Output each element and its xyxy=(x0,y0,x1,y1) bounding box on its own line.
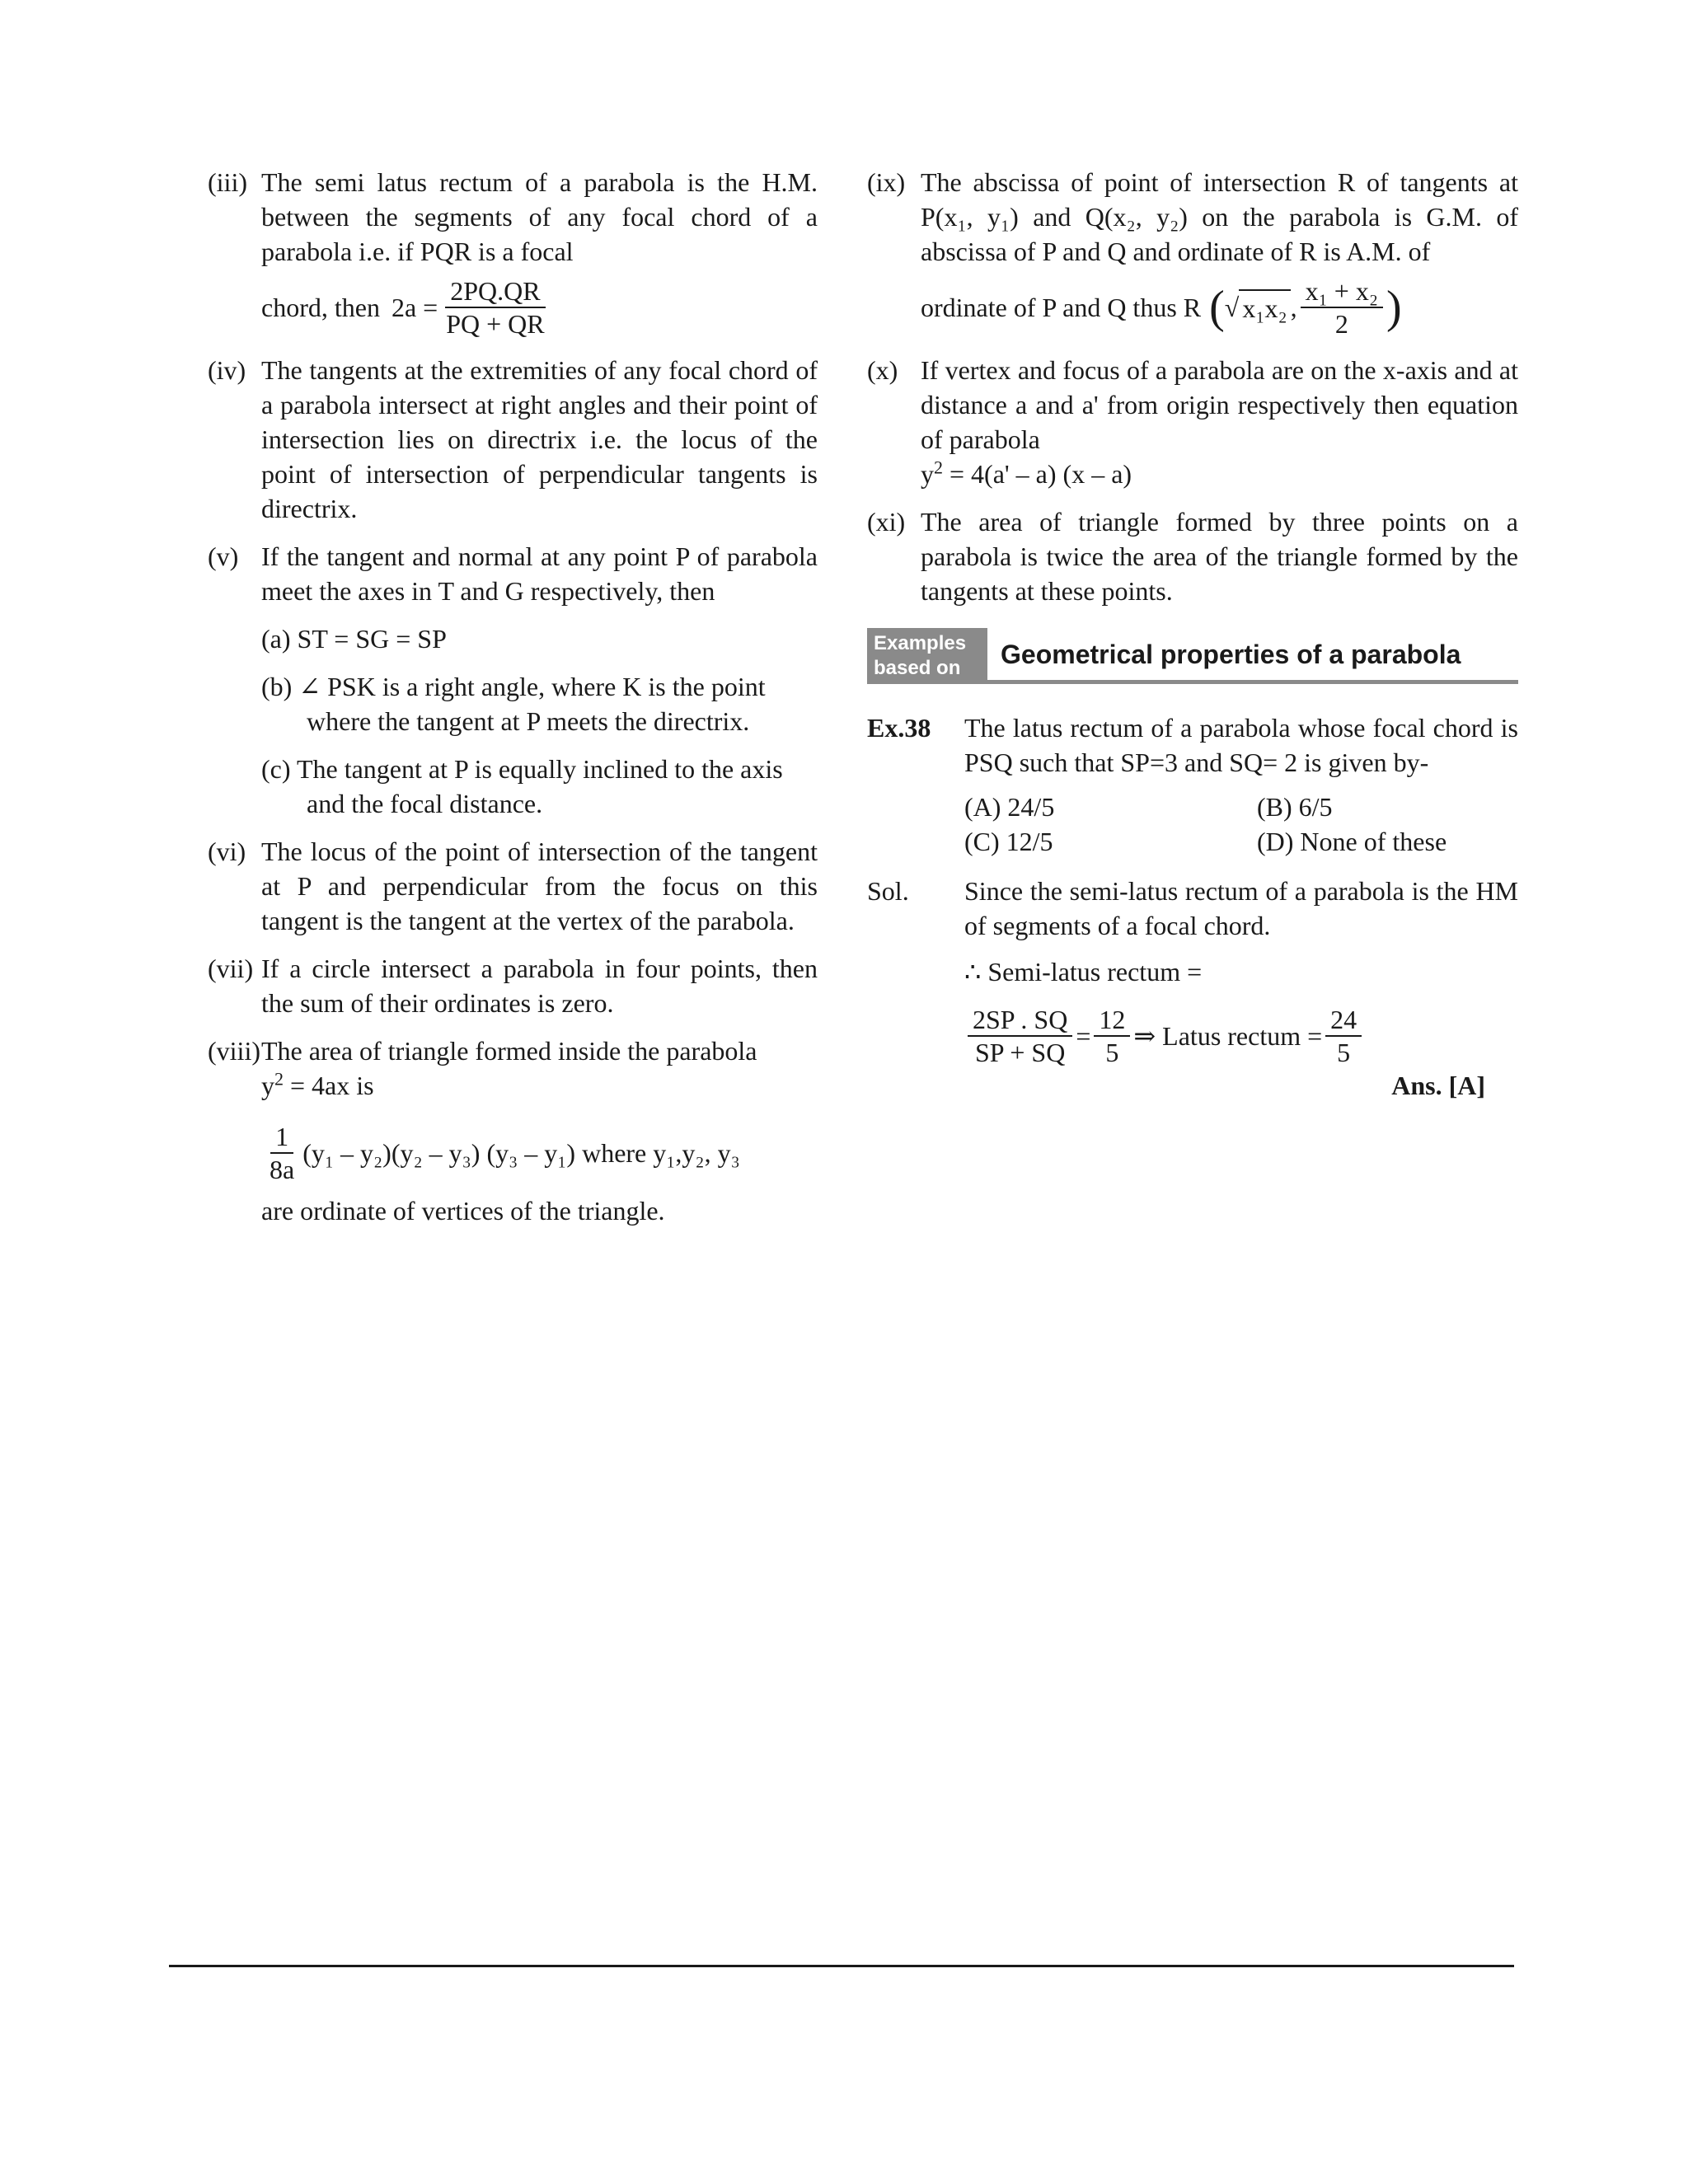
item-number: (vi) xyxy=(208,837,246,866)
item-number: (iii) xyxy=(208,167,247,197)
property-v-b xyxy=(208,669,818,738)
area-expression: (y₁ – y₂)(y₂ – y₃) (y₃ – y₁) where y₁,y₂, y₃ xyxy=(302,1138,740,1168)
item-number: (xi) xyxy=(867,507,906,537)
right-column xyxy=(867,165,1518,1118)
item-text: The tangents at the extremities of any focal chord of a parabola intersect at right angles and their point of intersection lies on directrix i.e. the locus of the point of intersection of perpendicular tangents is directrix. xyxy=(261,355,818,523)
property-vii xyxy=(208,951,818,1020)
fraction-numerator: 24 xyxy=(1325,1004,1362,1037)
item-text: The semi latus rectum of a parabola is the H.M. between the segments of any focal chord of a parabola i.e. if PQR is a focal xyxy=(261,167,818,266)
formula-line xyxy=(261,275,818,340)
comma: , xyxy=(1290,293,1297,322)
fraction-numerator: 1 xyxy=(270,1121,293,1154)
option-b: (B) 6/5 xyxy=(1257,792,1333,822)
fraction-denominator: 8a xyxy=(270,1155,295,1184)
fraction xyxy=(265,1121,299,1185)
example-38 xyxy=(867,710,1518,859)
answer: Ans. [A] xyxy=(1391,1071,1485,1100)
fraction-numerator: 12 xyxy=(1094,1004,1130,1037)
implies-text: ⇒ Latus rectum = xyxy=(1133,1021,1323,1051)
radical-sign-icon: √ xyxy=(1224,293,1240,322)
banner-title-wrap xyxy=(987,628,1518,684)
item-text: If the tangent and normal at any point P of parabola meet the axes in T and G respectively, then xyxy=(261,541,818,606)
example-label: Ex.38 xyxy=(867,713,931,743)
equation-exponent: 2 xyxy=(934,457,943,478)
fraction-denominator: SP + SQ xyxy=(974,1038,1066,1067)
equals-sign: = xyxy=(1076,1021,1091,1051)
option-a: (A) 24/5 xyxy=(964,792,1055,822)
equation-exponent: 2 xyxy=(274,1068,284,1090)
sub-item-text: (b) ∠ PSK is a right angle, where K is the point where the tangent at P meets the directrix. xyxy=(261,672,766,736)
property-x xyxy=(867,353,1518,491)
answer-options xyxy=(964,790,1518,859)
solution xyxy=(867,874,1518,1103)
item-number: (ix) xyxy=(867,167,906,197)
solution-equation xyxy=(964,1004,1518,1068)
radicand: x₁x₂ xyxy=(1239,289,1290,326)
fraction xyxy=(1301,275,1383,340)
property-ix xyxy=(867,165,1518,340)
left-paren: ( xyxy=(1209,282,1225,333)
equation-var: y xyxy=(261,1071,274,1100)
item-text: The locus of the point of intersection of the tangent at P and perpendicular from the focus on this tangent is the tangent at the vertex of the parabola. xyxy=(261,837,818,935)
item-text-tail: are ordinate of vertices of the triangle. xyxy=(261,1196,665,1226)
item-number: (iv) xyxy=(208,355,246,385)
item-text: If a circle intersect a parabola in four points, then the sum of their ordinates is zero. xyxy=(261,954,818,1018)
fraction-latus xyxy=(1325,1004,1362,1068)
fraction-denominator: 2 xyxy=(1334,309,1348,339)
item-text: The abscissa of point of intersection R of tangents at P(x₁, y₁) and Q(x₂, y₂) on the parabola is G.M. of abscissa of P and Q and ordinate of R is A.M. of xyxy=(921,167,1518,266)
fraction-numerator: 2SP . SQ xyxy=(968,1004,1072,1037)
formula-prefix: chord, then xyxy=(261,293,380,322)
sub-item-text: (a) ST = SG = SP xyxy=(261,624,447,654)
property-iii xyxy=(208,165,818,340)
property-iv xyxy=(208,353,818,526)
item-number: (vii) xyxy=(208,954,254,983)
point-r-formula xyxy=(921,275,1518,340)
property-v-c xyxy=(208,752,818,821)
square-root xyxy=(1225,289,1291,326)
formula-lhs: 2a = xyxy=(391,293,438,322)
banner-title: Geometrical properties of a parabola xyxy=(1001,639,1461,669)
area-formula xyxy=(261,1121,818,1185)
equation-rest: = 4(a' – a) (x – a) xyxy=(943,459,1132,489)
item-text: If vertex and focus of a parabola are on the x-axis and at distance a and a' from origin respectively then equation of parabola xyxy=(921,355,1518,454)
solution-therefore: ∴ Semi-latus rectum = xyxy=(964,957,1203,987)
footer-rule xyxy=(169,1965,1514,1967)
property-v-a xyxy=(208,621,818,656)
fraction-hm xyxy=(968,1004,1072,1068)
equation-var: y xyxy=(921,459,934,489)
fraction-denominator: PQ + QR xyxy=(446,309,545,339)
right-paren: ) xyxy=(1386,282,1402,333)
fraction-numerator: 2PQ.QR xyxy=(445,275,545,308)
banner-tag: Examples based on xyxy=(867,628,987,684)
fraction-denominator: 5 xyxy=(1105,1038,1119,1067)
solution-text: Since the semi-latus rectum of a parabola is the HM of segments of a focal chord. xyxy=(964,876,1518,940)
option-c: (C) 12/5 xyxy=(964,827,1053,856)
parabola-equation xyxy=(921,457,1518,491)
item-number: (viii) xyxy=(208,1036,260,1066)
fraction-numerator: x₁ + x₂ xyxy=(1301,275,1383,308)
fraction-denominator: 5 xyxy=(1337,1038,1351,1067)
formula-prefix: ordinate of P and Q thus R xyxy=(921,293,1202,322)
equation-rest: = 4ax is xyxy=(284,1071,374,1100)
example-question: The latus rectum of a parabola whose focal chord is PSQ such that SP=3 and SQ= 2 is given by- xyxy=(964,713,1518,777)
property-vi xyxy=(208,834,818,938)
item-text: The area of triangle formed by three points on a parabola is twice the area of the triangle formed by the tangents at these points. xyxy=(921,507,1518,606)
item-number: (v) xyxy=(208,541,239,571)
item-number: (x) xyxy=(867,355,898,385)
fraction-semi-latus xyxy=(1094,1004,1130,1068)
section-banner xyxy=(867,628,1518,684)
left-column xyxy=(208,165,818,1241)
property-v xyxy=(208,539,818,608)
item-text: The area of triangle formed inside the parabola xyxy=(261,1036,757,1066)
option-d: (D) None of these xyxy=(1257,827,1447,856)
sub-item-text: (c) The tangent at P is equally inclined to the axis and the focal distance. xyxy=(261,754,783,818)
solution-label: Sol. xyxy=(867,876,909,906)
parabola-equation xyxy=(261,1068,818,1103)
property-viii xyxy=(208,1033,818,1228)
property-xi xyxy=(867,504,1518,608)
fraction xyxy=(441,275,549,340)
